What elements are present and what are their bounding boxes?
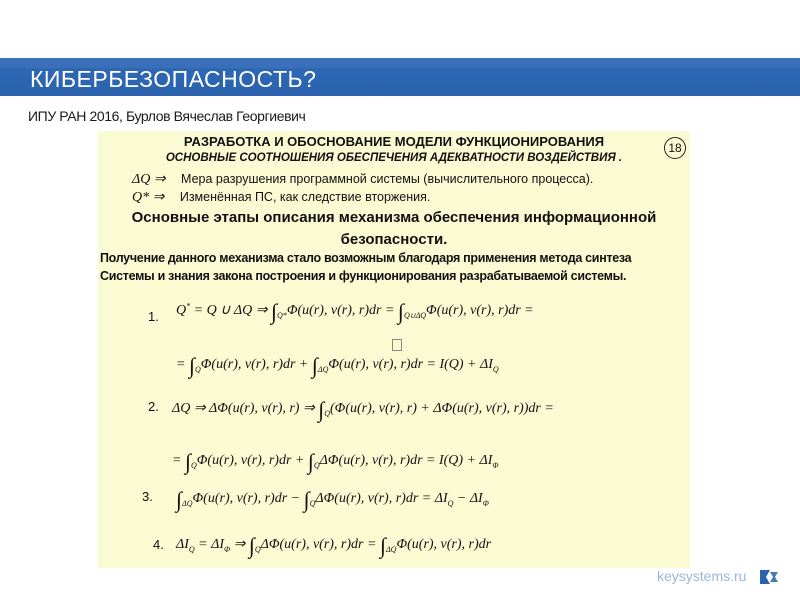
item-3-label: 3. <box>142 489 153 504</box>
intro-paragraph <box>100 249 690 285</box>
definition-1-text: Мера разрушения программной системы (вычислительного процесса). <box>181 172 594 186</box>
definition-2 <box>132 189 430 206</box>
item-1-formula-a: Q* = Q ∪ ΔQ ⇒ $\int_{Q*}\Phi(u(r)$, v(r), $r)dr = \int_{Q\cup\Delta Q}\Phi(u(r)$, v(r), r)dr = <box>176 299 534 324</box>
footer-site-link[interactable]: keysystems.ru <box>657 568 747 584</box>
stages-title-line-2: безопасности. <box>340 231 448 248</box>
item-2-label: 2. <box>148 399 159 414</box>
definition-2-symbol: Q* ⇒ <box>132 190 165 205</box>
slide-content <box>98 131 690 568</box>
item-2-formula-a: ΔQ ⇒ ΔΦ(u(r), v(r), r) ⇒ $\int_Q(\Phi(u(r)$, v(r), r) + ΔΦ(u(r), v(r), r))dr = <box>172 397 554 422</box>
intro-paragraph-line-1: Получение данного механизма стало возможным благодаря применения метода синтеза <box>100 251 632 265</box>
item-1-formula-b: = $\int_Q\Phi(u(r)$, v(r), $r)dr + \int_{\Delta Q}\Phi(u(r)$, v(r), $r)dr = I(Q) + \Delta I_Q$ <box>176 353 499 378</box>
item-3-formula-a: $\int_{\Delta Q}\Phi(u(r)$, v(r), $r)dr - \int_Q\Delta\Phi(u(r)$, v(r), $r)dr = \Delta I_Q - \Delta I_\Phi$ <box>176 487 489 512</box>
slide-number-badge: 18 <box>664 137 686 159</box>
definition-2-text: Изменённая ПС, как следствие вторжения. <box>179 190 431 204</box>
placeholder-box <box>392 339 402 351</box>
definition-1-symbol: ΔQ ⇒ <box>132 172 166 187</box>
page-title: КИБЕРБЕЗОПАСНОСТЬ? <box>30 66 317 92</box>
page-subtitle: ИПУ РАН 2016, Бурлов Вячеслав Георгиевич <box>28 108 306 124</box>
intro-paragraph-line-2: Системы и знания закона построения и функционирования разрабатываемой системы. <box>100 269 627 283</box>
stages-title-line-1: Основные этапы описания механизма обеспечения информационной <box>131 209 657 226</box>
stages-title <box>98 207 690 251</box>
definition-1 <box>132 171 593 188</box>
ks-logo-icon[interactable] <box>758 568 780 586</box>
slide-heading: РАЗРАБОТКА И ОБОСНОВАНИЕ МОДЕЛИ ФУНКЦИОНИРОВАНИЯ <box>183 134 605 149</box>
item-4-label: 4. <box>153 537 164 552</box>
item-2-formula-b: = $\int_Q\Phi(u(r)$, v(r), $r)dr + \int_Q\Delta\Phi(u(r)$, v(r), $r)dr = I(Q) + \Delta I_\Phi$ <box>172 449 499 474</box>
item-4-formula-a: $\Delta I_Q = \Delta I_\Phi$ ⇒ $\int_Q\Delta\Phi(u(r)$, v(r), $r)dr = \int_{\Delta Q}\Phi(u(r)$, v(r), r)dr <box>176 533 492 558</box>
slide-subheading: ОСНОВНЫЕ СООТНОШЕНИЯ ОБЕСПЕЧЕНИЯ АДЕКВАТНОСТИ ВОЗДЕЙСТВИЯ . <box>165 152 623 164</box>
item-1-label: 1. <box>148 309 159 324</box>
